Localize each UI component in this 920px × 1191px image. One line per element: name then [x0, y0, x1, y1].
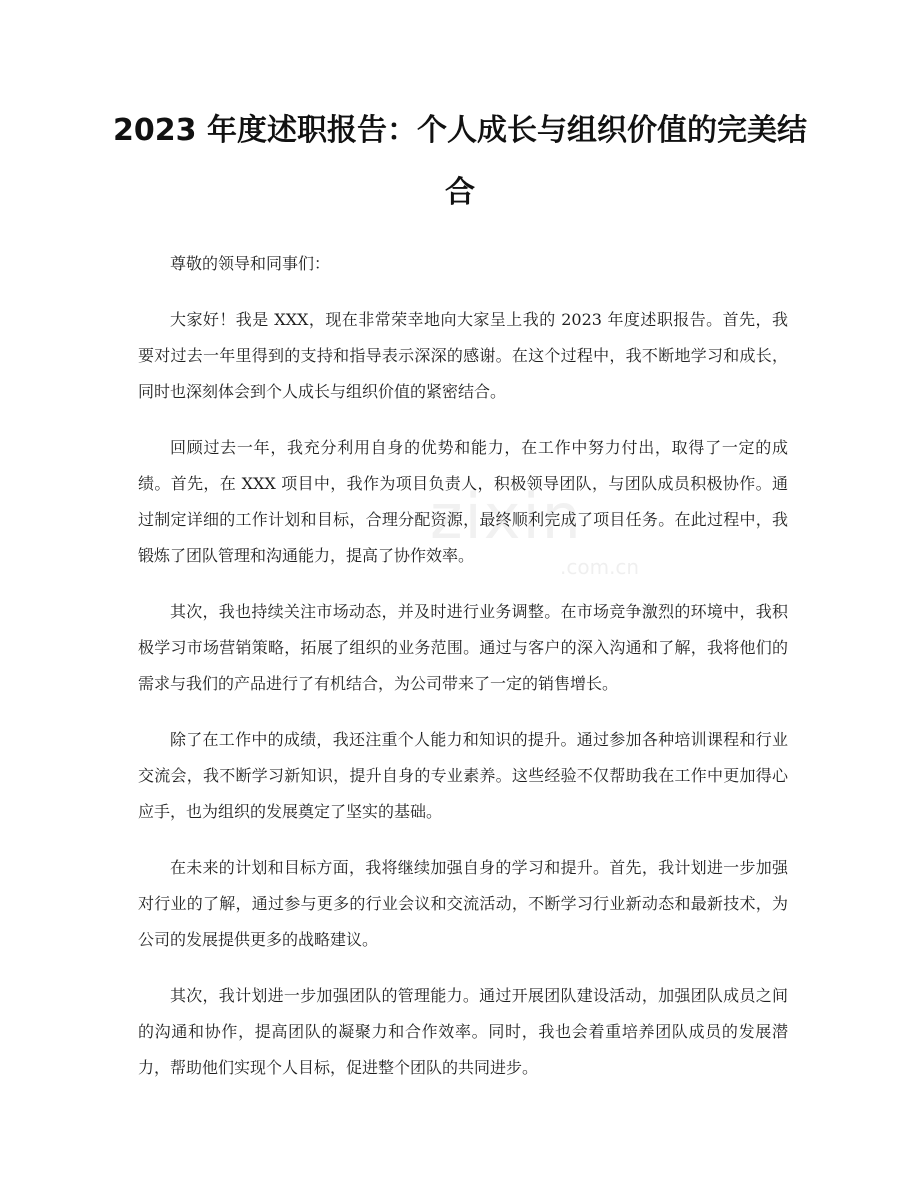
document-title: 2023 年度述职报告：个人成长与组织价值的完美结合: [113, 113, 807, 210]
salutation-paragraph: 尊敬的领导和同事们：: [170, 254, 331, 273]
body-paragraph: 其次，我也持续关注市场动态，并及时进行业务调整。在市场竞争激烈的环境中，我积极学习市场营销策略，拓展了组织的业务范围。通过与客户的深入沟通和了解，我将他们的需求与我们的产品进行了有机结合，为公司带来了一定的销售增长。: [138, 602, 788, 693]
body-paragraph: 回顾过去一年，我充分利用自身的优势和能力，在工作中努力付出，取得了一定的成绩。首先，在 XXX 项目中，我作为项目负责人，积极领导团队，与团队成员积极协作。通过制定详细的工作计划和目标，合理分配资源，最终顺利完成了项目任务。在此过程中，我锻炼了团队管理和沟通能力，提高了协作效率。: [138, 438, 788, 565]
body-paragraph: 大家好！我是 XXX，现在非常荣幸地向大家呈上我的 2023 年度述职报告。首先，我要对过去一年里得到的支持和指导表示深深的感谢。在这个过程中，我不断地学习和成长，同时也深刻体会到个人成长与组织价值的紧密结合。: [138, 310, 788, 401]
watermark-logo: zixin: [430, 480, 583, 553]
body-paragraph: 除了在工作中的成绩，我还注重个人能力和知识的提升。通过参加各种培训课程和行业交流会，我不断学习新知识，提升自身的专业素养。这些经验不仅帮助我在工作中更加得心应手，也为组织的发展奠定了坚实的基础。: [138, 730, 788, 821]
document-body: [138, 246, 788, 1106]
body-paragraph: 其次，我计划进一步加强团队的管理能力。通过开展团队建设活动，加强团队成员之间的沟通和协作，提高团队的凝聚力和合作效率。同时，我也会着重培养团队成员的发展潜力，帮助他们实现个人目标，促进整个团队的共同进步。: [138, 986, 788, 1077]
body-paragraph: 在未来的计划和目标方面，我将继续加强自身的学习和提升。首先，我计划进一步加强对行业的了解，通过参与更多的行业会议和交流活动，不断学习行业新动态和最新技术，为公司的发展提供更多的战略建议。: [138, 858, 788, 949]
watermark-logo-suffix: .com.cn: [560, 555, 640, 579]
